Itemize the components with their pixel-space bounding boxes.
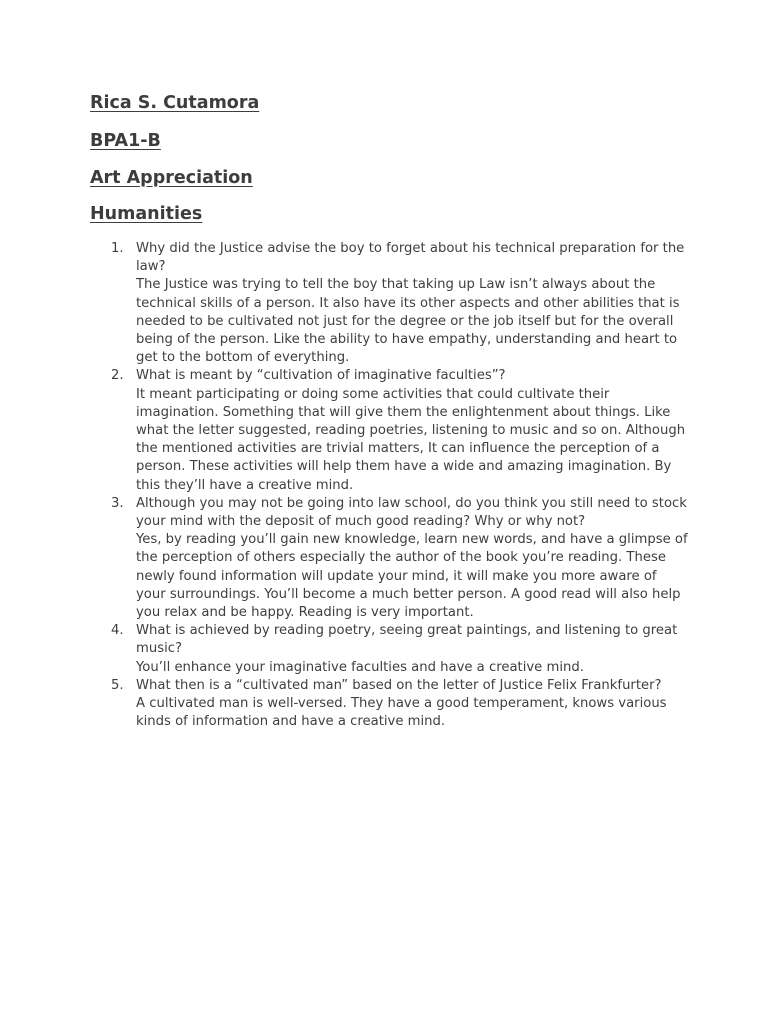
question-text: What then is a “cultivated man” based on the letter of Justice Felix Frankfurter?	[136, 677, 662, 693]
question-answer-list	[90, 240, 690, 731]
question-text: What is meant by “cultivation of imaginative faculties”?	[136, 368, 506, 384]
item-number: 3.	[111, 495, 124, 511]
item-number: 2.	[111, 368, 124, 384]
question-text: Although you may not be going into law school, do you think you still need to stock your mind with the deposit of much good reading? Why or why not?	[136, 495, 687, 530]
item-number: 4.	[111, 623, 124, 639]
answer-text: It meant participating or doing some activities that could cultivate their imagination. Something that will give them the enlightenment about things. Like what the letter suggested, reading poetries, listening to music and so on. Although the mentioned activities are trivial matters, It can influence the perception of a person. These activities will help them have a wide and amazing imagination. By this they’ll have a creative mind.	[136, 386, 686, 493]
course-title: Humanities	[90, 204, 203, 224]
list-item	[90, 240, 690, 367]
subject-title: Art Appreciation	[90, 168, 253, 188]
student-name: Rica S. Cutamora	[90, 93, 260, 113]
item-number: 5.	[111, 677, 124, 693]
list-item	[90, 622, 690, 677]
answer-text: Yes, by reading you’ll gain new knowledge, learn new words, and have a glimpse of the perception of others especially the author of the book you’re reading. These newly found information will update your mind, it will make you more aware of your surroundings. You’ll become a much better person. A good read will also help you relax and be happy. Reading is very important.	[136, 532, 688, 621]
student-section: BPA1-B	[90, 131, 161, 151]
list-item	[90, 677, 690, 732]
item-number: 1.	[111, 241, 124, 256]
answer-text: You’ll enhance your imaginative faculties and have a creative mind.	[136, 659, 584, 675]
list-item	[90, 367, 690, 494]
answer-text: The Justice was trying to tell the boy that taking up Law isn’t always about the technical skills of a person. It also have its other aspects and other abilities that is needed to be cultivated not just for the degree or the job itself but for the overall being of the person. Like the ability to have empathy, understanding and heart to get to the bottom of everything.	[136, 277, 680, 366]
answer-text: A cultivated man is well-versed. They have a good temperament, knows various kinds of information and have a creative mind.	[136, 696, 667, 730]
question-text: What is achieved by reading poetry, seeing great paintings, and listening to great music?	[136, 623, 678, 657]
list-item	[90, 495, 690, 622]
question-text: Why did the Justice advise the boy to forget about his technical preparation for the law?	[136, 241, 685, 275]
